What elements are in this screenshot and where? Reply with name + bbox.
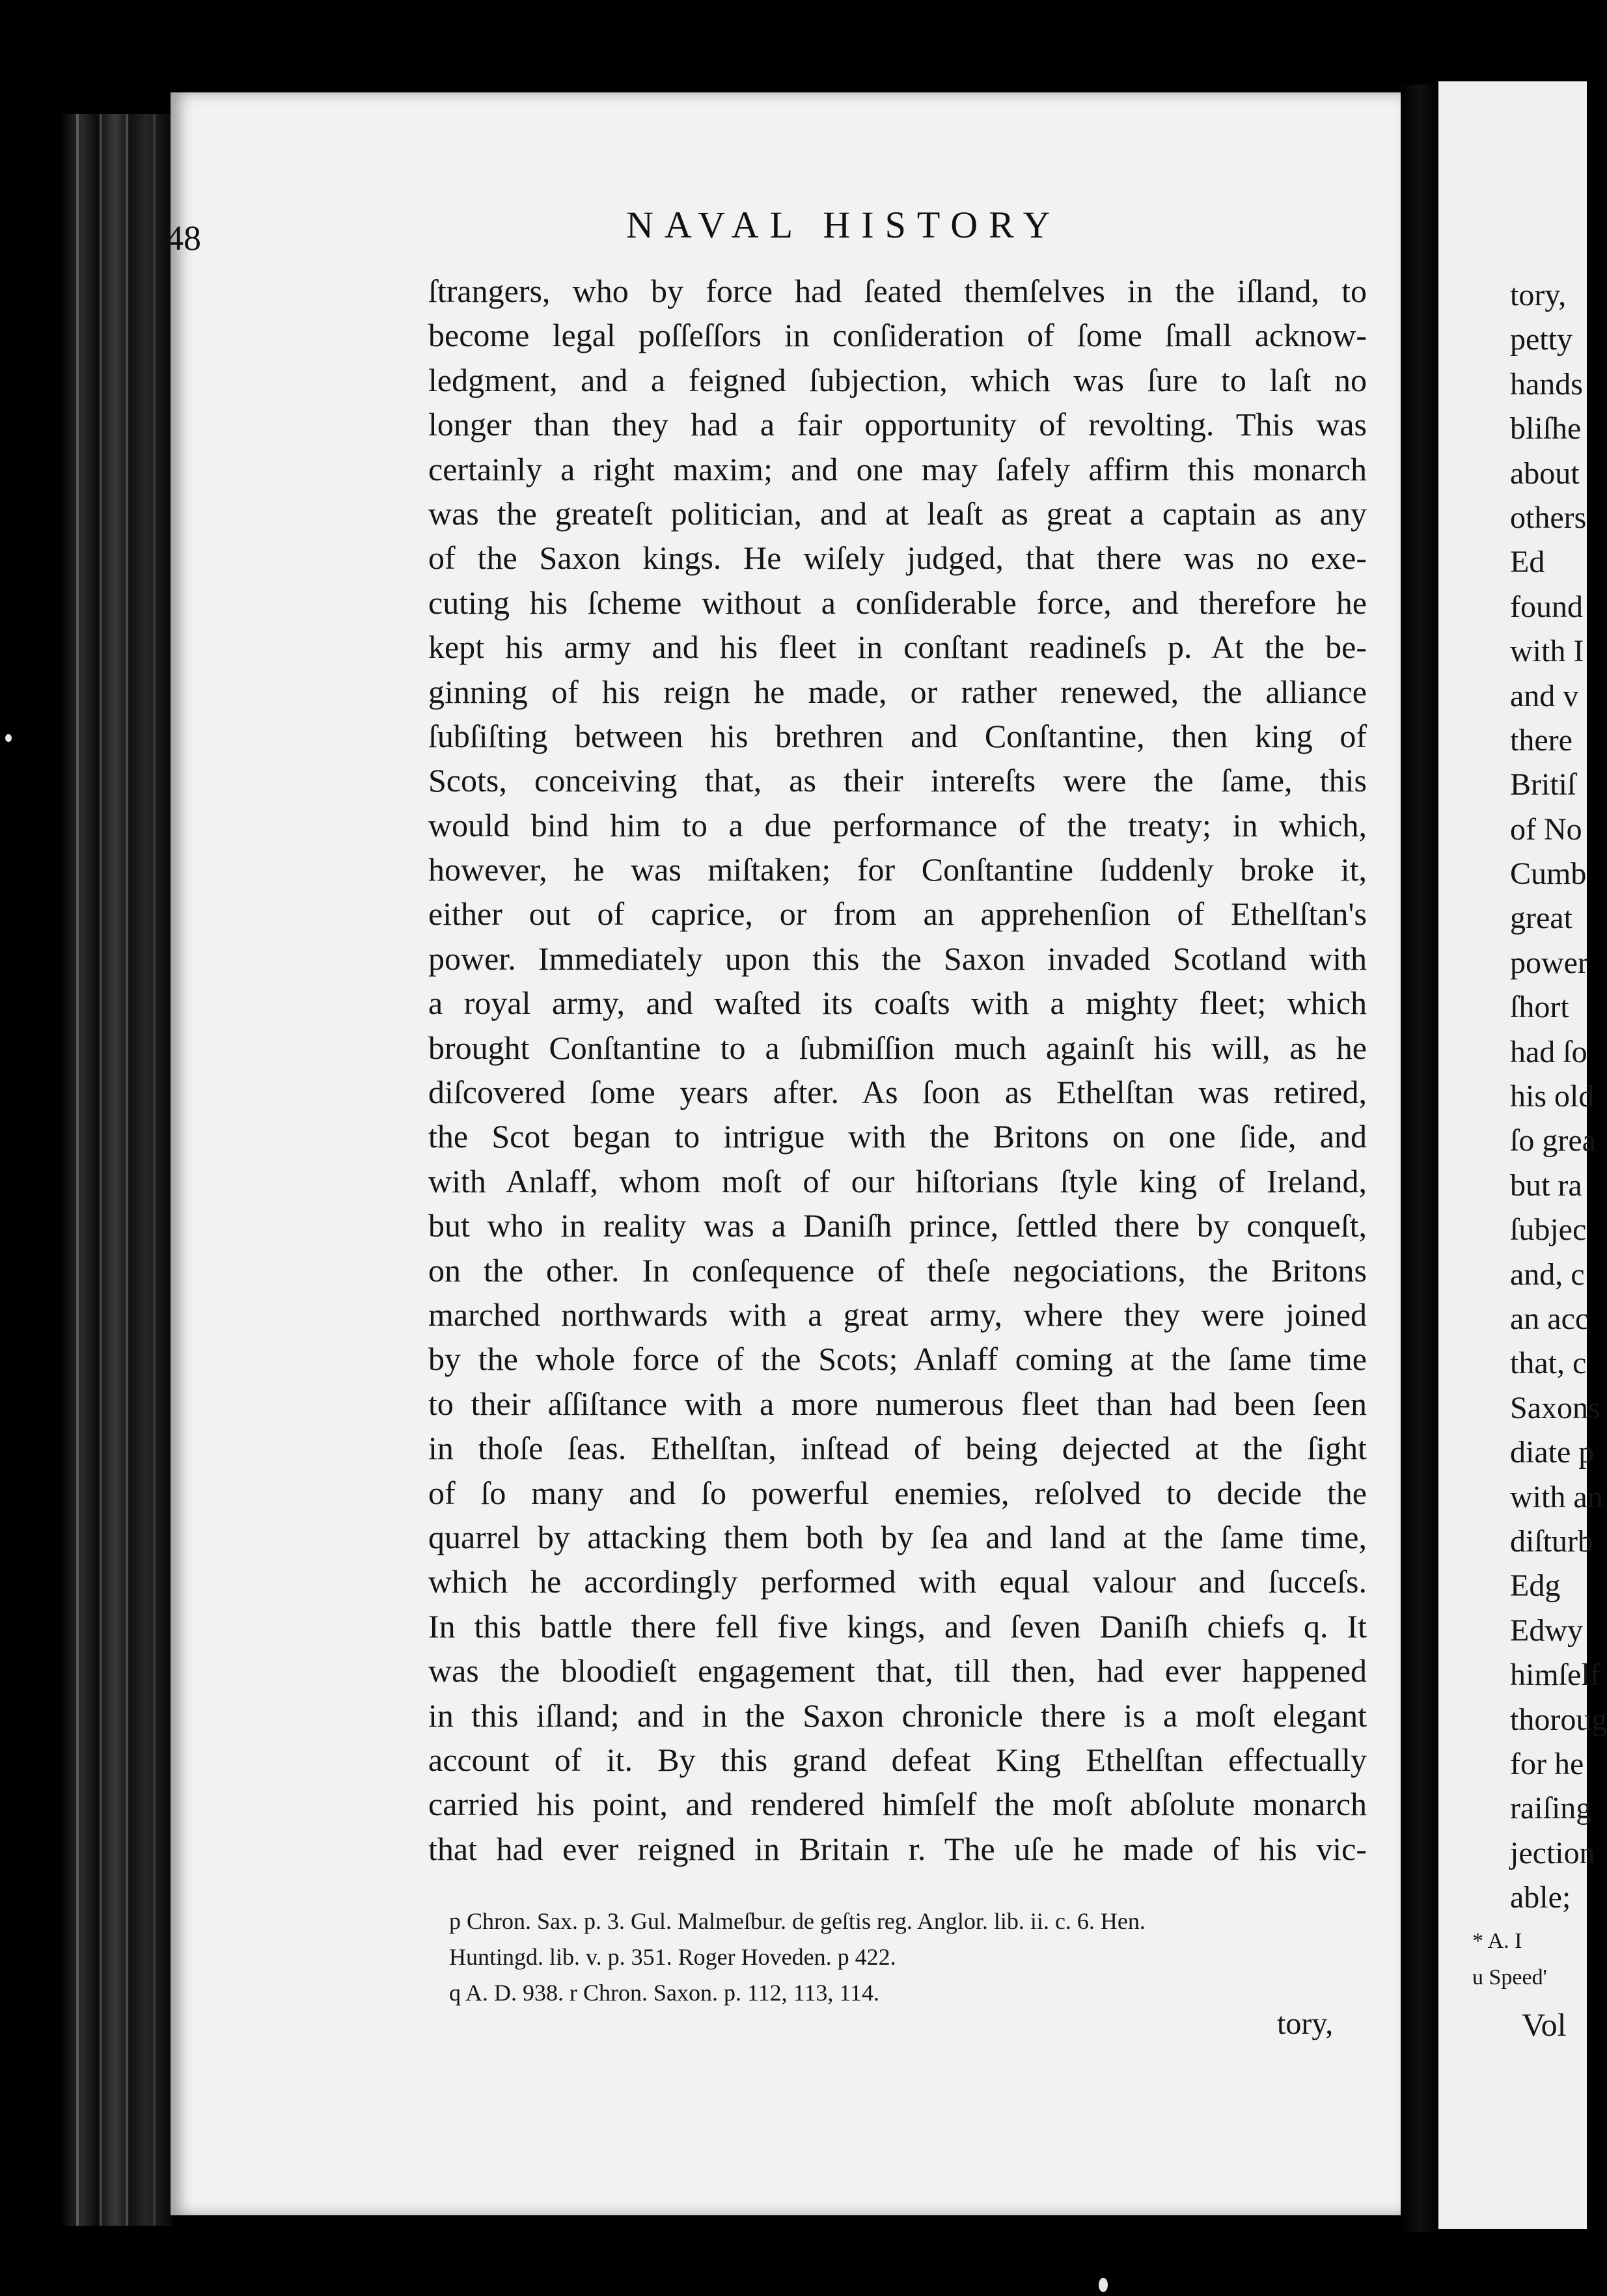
- text-line: Cumb: [1510, 856, 1587, 892]
- text-line: tory,: [1510, 278, 1567, 312]
- text-line: that had ever reigned in Britain r. The uſe he made of his vic-: [428, 1830, 1367, 1867]
- text-line: power: [1510, 945, 1588, 980]
- text-line: * A. I: [1472, 1929, 1522, 1953]
- body-text: [428, 269, 1367, 1871]
- text-line: diſturb: [1510, 1524, 1593, 1559]
- text-line: with an: [1510, 1479, 1603, 1514]
- text-line: his old: [1510, 1079, 1595, 1114]
- text-line: however, he was miſtaken; for Conſtantine ſuddenly broke it,: [428, 851, 1367, 888]
- text-line: but who in reality was a Daniſh prince, ſettled there by conqueſt,: [428, 1207, 1367, 1244]
- spine-edge-line: [100, 114, 102, 2226]
- text-line: in thoſe ſeas. Ethelſtan, inſtead of being dejected at the ſight: [428, 1430, 1367, 1467]
- text-line: and v: [1510, 678, 1579, 713]
- text-line: was the greateſt politician, and at leaſt as great a captain as any: [428, 495, 1367, 532]
- text-line: Scots, conceiving that, as their intereſts were the ſame, this: [428, 762, 1367, 799]
- spine-edge-line: [126, 114, 128, 2226]
- text-line: of No: [1510, 812, 1582, 847]
- text-line: In this battle there fell five kings, and ſeven Daniſh chiefs q. It: [428, 1607, 1367, 1645]
- text-line: a royal army, and waſted its coaſts with a mighty fleet; which: [428, 985, 1367, 1022]
- running-title: NAVAL HISTORY: [626, 204, 1062, 246]
- text-line: marched northwards with a great army, where they were joined: [428, 1296, 1367, 1333]
- text-line: Britiſ: [1510, 767, 1576, 802]
- text-line: carried his point, and rendered himſelf the moſt abſolute monarch: [428, 1786, 1367, 1823]
- spine-edge-line: [76, 114, 79, 2226]
- text-line: account of it. By this grand defeat King Ethelſtan effectually: [428, 1741, 1367, 1778]
- text-line: ſhort: [1510, 990, 1569, 1025]
- text-line: for he: [1510, 1746, 1584, 1781]
- scan-speck: [1099, 2278, 1108, 2292]
- text-line: diſcovered ſome years after. As ſoon as Ethelſtan was retired,: [428, 1074, 1367, 1111]
- text-line: Ed: [1510, 545, 1545, 580]
- text-line: thoroug: [1510, 1702, 1607, 1737]
- text-line: great: [1510, 901, 1573, 936]
- text-line: and, c: [1510, 1257, 1585, 1292]
- text-line: ſtrangers, who by force had ſeated themſelves in the iſland, to: [428, 273, 1367, 309]
- text-line: of the Saxon kings. He wiſely judged, that there was no exe-: [428, 540, 1367, 577]
- text-line: but ra: [1510, 1168, 1582, 1203]
- text-line: jection: [1510, 1835, 1595, 1870]
- text-line: q A. D. 938. r Chron. Saxon. p. 112, 113, 114.: [449, 1980, 879, 2006]
- text-line: raiſing: [1510, 1791, 1592, 1826]
- text-line: by the whole force of the Scots; Anlaff coming at the ſame time: [428, 1341, 1367, 1378]
- text-line: there: [1510, 722, 1573, 758]
- text-line: p Chron. Sax. p. 3. Gul. Malmeſbur. de geſtis reg. Anglor. lib. ii. c. 6. Hen.: [449, 1908, 1146, 1934]
- text-line: others: [1510, 500, 1587, 535]
- text-line: become legal poſſeſſors in conſideration of ſome ſmall acknow-: [428, 317, 1367, 354]
- text-line: Huntingd. lib. v. p. 351. Roger Hoveden. p 422.: [449, 1944, 896, 1970]
- text-line: Saxons: [1510, 1390, 1600, 1425]
- facing-page-signature: Vol: [1522, 2006, 1567, 2043]
- text-line: was the bloodieſt engagement that, till then, had ever happened: [428, 1652, 1367, 1689]
- page-gutter: [1401, 85, 1438, 2232]
- text-line: with I: [1510, 634, 1584, 669]
- text-line: Edwy: [1510, 1613, 1583, 1648]
- text-line: u Speed': [1472, 1965, 1547, 1989]
- text-line: would bind him to a due performance of the treaty; in which,: [428, 806, 1367, 843]
- text-line: an acc: [1510, 1301, 1589, 1336]
- text-line: ſubjec: [1510, 1212, 1587, 1248]
- text-line: quarrel by attacking them both by ſea and land at the ſame time,: [428, 1518, 1367, 1555]
- footnotes: [449, 1904, 1380, 2011]
- text-line: hands: [1510, 366, 1583, 402]
- text-line: of ſo many and ſo powerful enemies, reſolved to decide the: [428, 1474, 1367, 1511]
- text-line: cuting his ſcheme without a conſiderable force, and therefore he: [428, 584, 1367, 621]
- book-spine: [62, 114, 172, 2226]
- text-line: with Anlaff, whom moſt of our hiſtorians ſtyle king of Ireland,: [428, 1162, 1367, 1199]
- text-line: on the other. In conſequence of theſe negociations, the Britons: [428, 1251, 1367, 1289]
- text-line: which he accordingly performed with equal valour and ſucceſs.: [428, 1563, 1367, 1600]
- text-line: kept his army and his fleet in conſtant readineſs p. At the be-: [428, 629, 1367, 666]
- page-number: 48: [166, 219, 201, 258]
- text-line: about: [1510, 456, 1580, 491]
- spine-edge-line: [153, 114, 156, 2226]
- text-line: brought Conſtantine to a ſubmiſſion much againſt his will, as he: [428, 1029, 1367, 1066]
- text-line: power. Immediately upon this the Saxon invaded Scotland with: [428, 940, 1367, 977]
- text-line: ginning of his reign he made, or rather renewed, the alliance: [428, 673, 1367, 710]
- text-line: ledgment, and a feigned ſubjection, which was ſure to laſt no: [428, 361, 1367, 398]
- text-line: ſubſiſting between his brethren and Conſtantine, then king of: [428, 717, 1367, 754]
- catchword: tory,: [1277, 2006, 1334, 2041]
- text-line: diate p: [1510, 1435, 1595, 1470]
- text-line: himſelf: [1510, 1658, 1600, 1693]
- scan-speck: [5, 734, 12, 742]
- facing-page-notes: [1472, 1923, 1547, 1996]
- text-line: able;: [1510, 1880, 1571, 1915]
- text-line: ſo grea: [1510, 1123, 1596, 1158]
- text-line: in this iſland; and in the Saxon chronicle there is a moſt elegant: [428, 1697, 1367, 1734]
- text-line: bliſhe: [1510, 411, 1582, 446]
- text-line: petty: [1510, 322, 1573, 357]
- facing-page-text: [1510, 273, 1607, 1920]
- text-line: Edg: [1510, 1568, 1561, 1604]
- text-line: either out of caprice, or from an apprehenſion of Ethelſtan's: [428, 895, 1367, 933]
- text-line: found: [1510, 589, 1583, 624]
- text-line: longer than they had a fair opportunity of revolting. This was: [428, 406, 1367, 443]
- text-line: that, c: [1510, 1346, 1587, 1381]
- text-line: certainly a right maxim; and one may ſafely affirm this monarch: [428, 450, 1367, 487]
- text-line: the Scot began to intrigue with the Britons on one ſide, and: [428, 1118, 1367, 1155]
- text-line: to their aſſiſtance with a more numerous fleet than had been ſeen: [428, 1385, 1367, 1422]
- text-line: had ſo: [1510, 1034, 1587, 1069]
